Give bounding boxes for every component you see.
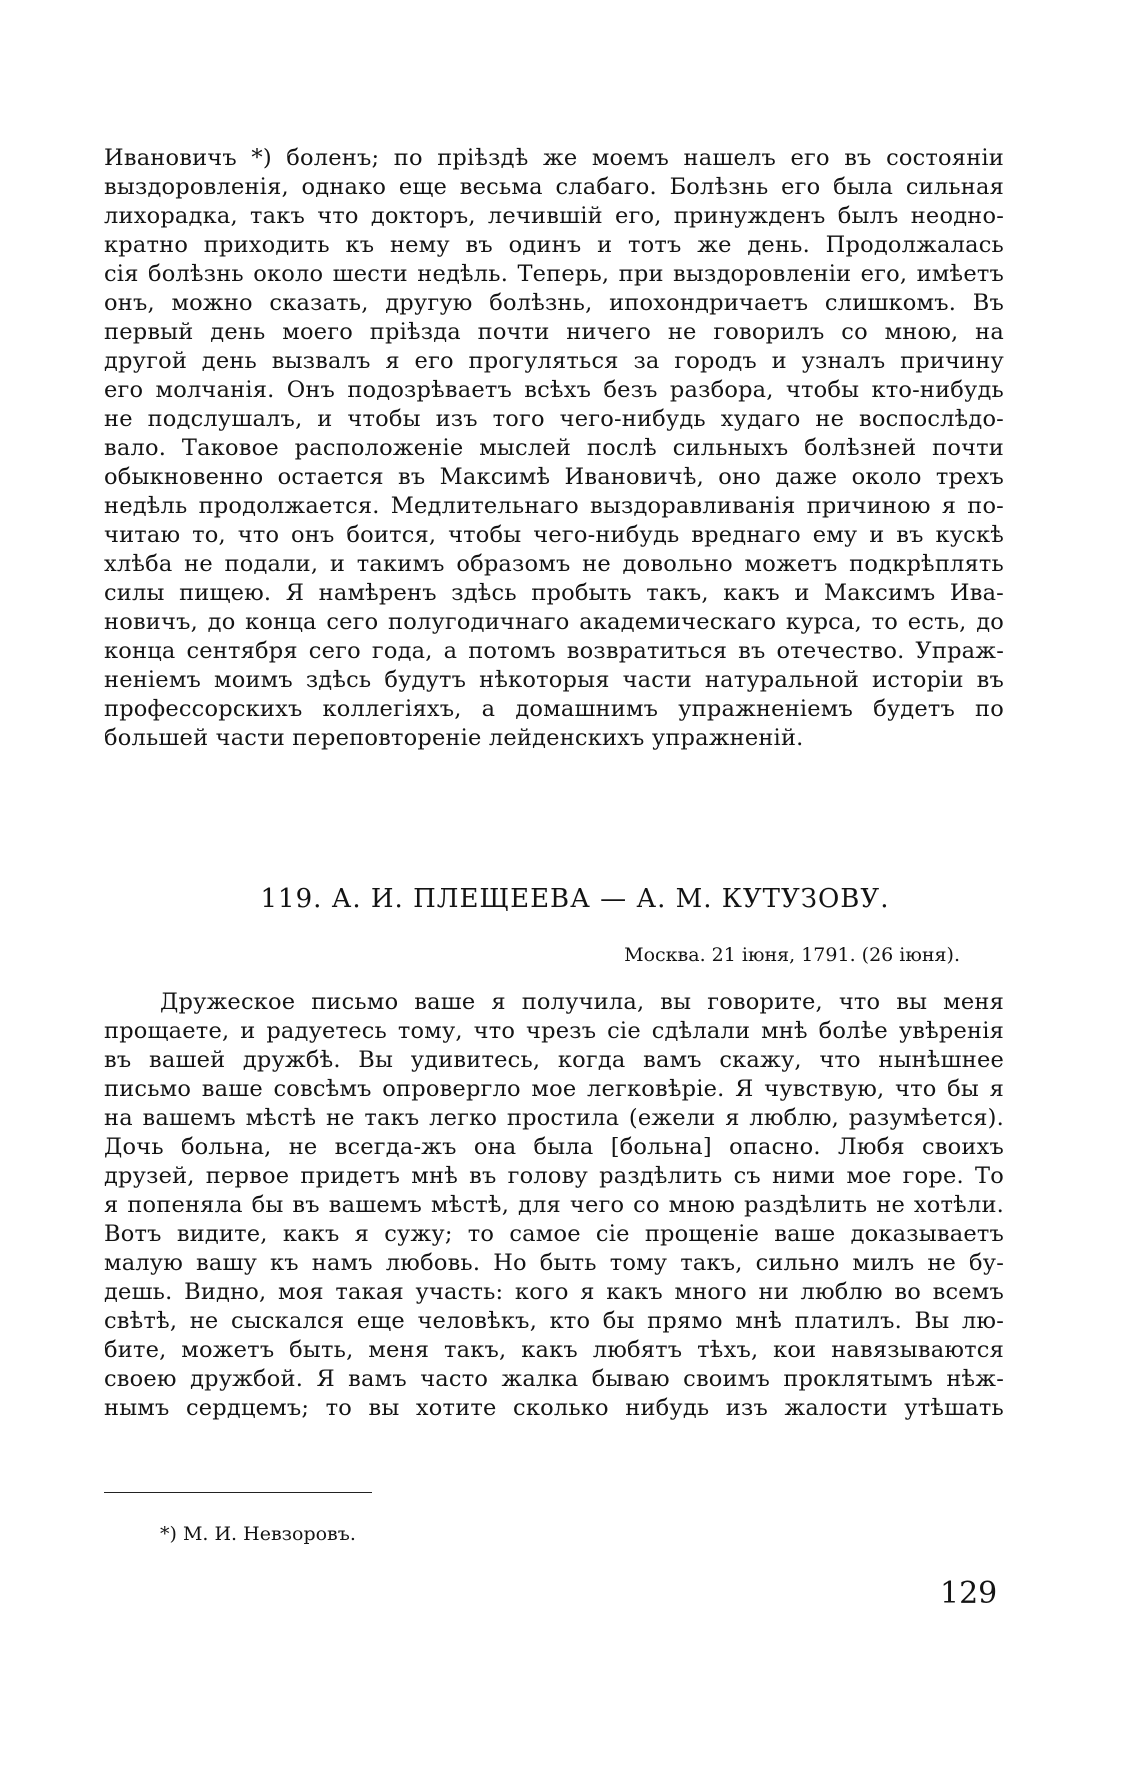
text-line: силы пищею. Я намѣренъ здѣсь пробыть такъ, какъ и Максимъ Ива- bbox=[104, 580, 1004, 606]
page-number: 129 bbox=[940, 1576, 998, 1611]
text-line: недѣль продолжается. Медлительнаго выздоравливанiя причиною я по- bbox=[104, 493, 1004, 519]
text-line: онъ, можно сказать, другую болѣзнь, ипохондричаетъ слишкомъ. Въ bbox=[104, 290, 1004, 316]
text-line: не подслушалъ, и чтобы изъ того чего-нибудь худаго не воспослѣдо- bbox=[104, 406, 1004, 432]
text-line: читаю то, что онъ боится, чтобы чего-нибудь вреднаго ему и въ кускѣ bbox=[104, 522, 1004, 548]
text-line: дешь. Видно, моя такая участь: кого я какъ много ни люблю во всемъ bbox=[104, 1279, 1004, 1305]
text-line: свѣтѣ, не сыскался еще человѣкъ, кто бы прямо мнѣ платилъ. Вы лю- bbox=[104, 1308, 1004, 1334]
text-line: хлѣба не подали, и такимъ образомъ не довольно можетъ подкрѣплять bbox=[104, 551, 1004, 577]
footnote: *) М. И. Невзоровъ. bbox=[160, 1523, 356, 1545]
letter-dateline: Москва. 21 iюня, 1791. (26 iюня). bbox=[624, 944, 960, 966]
text-line: письмо ваше совсѣмъ опровергло мое легковѣрiе. Я чувствую, что бы я bbox=[104, 1076, 1004, 1102]
text-line: бите, можетъ быть, меня такъ, какъ любятъ тѣхъ, кои навязываются bbox=[104, 1337, 1004, 1363]
text-line: его молчанiя. Онъ подозрѣваетъ всѣхъ безъ разбора, чтобы кто-нибудь bbox=[104, 377, 1004, 403]
text-line: обыкновенно остается въ Максимѣ Ивановичѣ, оно даже около трехъ bbox=[104, 464, 1004, 490]
text-line: Дочь больна, не всегда-жъ она была [больна] опасно. Любя своихъ bbox=[104, 1134, 1004, 1160]
letter-heading: 119. А. И. ПЛЕЩЕЕВА — А. М. КУТУЗОВУ. bbox=[260, 884, 890, 914]
text-line: Ивановичъ *) боленъ; по прiѣздѣ же моемъ нашелъ его въ состоянiи bbox=[104, 145, 1004, 171]
text-line: я попеняла бы въ вашемъ мѣстѣ, для чего со мною раздѣлить не хотѣли. bbox=[104, 1192, 1004, 1218]
text-line: друзей, первое придетъ мнѣ въ голову раздѣлить съ ними мое горе. То bbox=[104, 1163, 1004, 1189]
text-line: нымъ сердцемъ; то вы хотите сколько нибудь изъ жалости утѣшать bbox=[104, 1395, 1004, 1421]
footnote-divider bbox=[104, 1492, 372, 1493]
text-line: своею дружбой. Я вамъ часто жалка бываю своимъ проклятымъ нѣж- bbox=[104, 1366, 1004, 1392]
text-line: другой день вызвалъ я его прогуляться за городъ и узналъ причину bbox=[104, 348, 1004, 374]
text-line: малую вашу къ намъ любовь. Но быть тому такъ, сильно милъ не бу- bbox=[104, 1250, 1004, 1276]
text-line: Вотъ видите, какъ я сужу; то самое сiе прощенiе ваше доказываетъ bbox=[104, 1221, 1004, 1247]
text-line: Дружеское письмо ваше я получила, вы говорите, что вы меня bbox=[160, 989, 1004, 1015]
text-line: лихорадка, такъ что докторъ, лечившiй его, принужденъ былъ неодно- bbox=[104, 203, 1004, 229]
text-line: кратно приходить къ нему въ одинъ и тотъ же день. Продолжалась bbox=[104, 232, 1004, 258]
text-line: сiя болѣзнь около шести недѣль. Теперь, при выздоровленiи его, имѣетъ bbox=[104, 261, 1004, 287]
text-line: прощаете, и радуетесь тому, что чрезъ сiе сдѣлали мнѣ болѣе увѣренiя bbox=[104, 1018, 1004, 1044]
text-line: новичъ, до конца сего полугодичнаго академическаго курса, то есть, до bbox=[104, 609, 1004, 635]
text-line: на вашемъ мѣстѣ не такъ легко простила (ежели я люблю, разумѣется). bbox=[104, 1105, 1004, 1131]
text-line: въ вашей дружбѣ. Вы удивитесь, когда вамъ скажу, что нынѣшнее bbox=[104, 1047, 1004, 1073]
text-line: профессорскихъ коллегiяхъ, а домашнимъ упражненiемъ будетъ по bbox=[104, 696, 1004, 722]
text-line: вало. Таковое расположенiе мыслей послѣ сильныхъ болѣзней почти bbox=[104, 435, 1004, 461]
text-line: выздоровленiя, однако еще весьма слабаго. Болѣзнь его была сильная bbox=[104, 174, 1004, 200]
text-line: конца сентября сего года, а потомъ возвратиться въ отечество. Упраж- bbox=[104, 638, 1004, 664]
text-line: ненiемъ моимъ здѣсь будутъ нѣкоторыя части натуральной исторiи въ bbox=[104, 667, 1004, 693]
text-line: большей части переповторенiе лейденскихъ упражненiй. bbox=[104, 725, 804, 751]
text-line: первый день моего прiѣзда почти ничего не говорилъ со мною, на bbox=[104, 319, 1004, 345]
